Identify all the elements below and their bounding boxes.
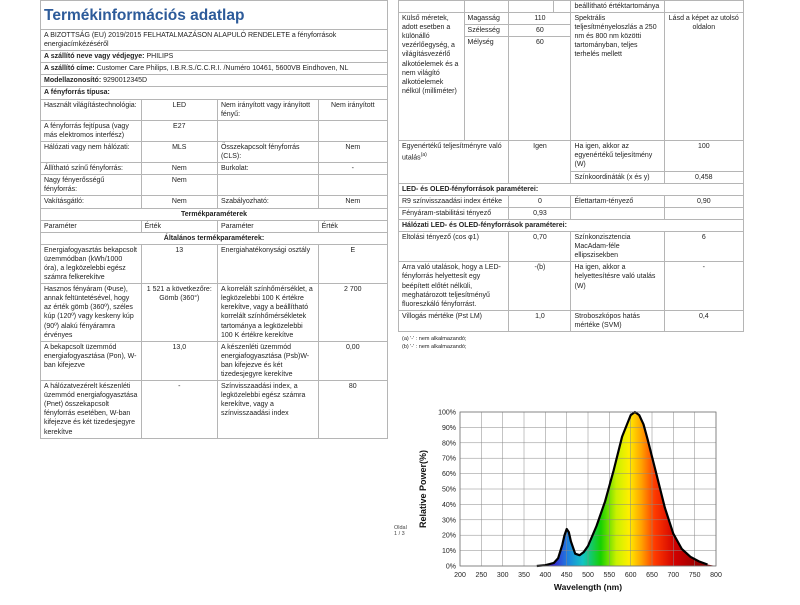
x-tick-label: 300: [496, 572, 509, 579]
table-row: Használt világítástechnológia: LED Nem irányított vagy irányított fényű: Nem irányított: [41, 99, 388, 120]
y-tick-label: 10%: [441, 548, 456, 556]
table-row: Nagy fényerősségű fényforrás: Nem: [41, 175, 388, 196]
y-tick-label: 60%: [441, 471, 456, 479]
page-title: Termékinformációs adatlap: [41, 1, 388, 30]
x-tick-label: 350: [518, 572, 530, 579]
dimensions-label: Külső méretek, adott esetben a különálló vezérlőegység, a világításvezérlő alkotóelemek és a nem világító alkotóelemek nélkül (milliméter): [399, 13, 465, 141]
model-row: Modellazonosító: 9290012345D: [41, 75, 388, 87]
y-tick-label: 100%: [438, 409, 456, 417]
spectral-label: Spektrális teljesítményeloszlás a 250 nm és 800 nm közötti tartományban, teljes terhelés mellett: [571, 13, 664, 141]
x-tick-label: 600: [624, 572, 637, 579]
x-tick-label: 800: [710, 572, 722, 579]
spectrum-chart: [398, 388, 744, 600]
x-tick-label: 400: [539, 572, 552, 579]
y-tick-label: 40%: [441, 501, 456, 509]
table-row: A hálózatvezérelt készenléti üzemmód energiafogyasztása (Pnet) összekapcsolt fényforrás esetében, W-ban kifejezve és két tizedesjegyre kerekítve - Színvisszaadási index, a legközelebbi egész számra kerekítve, vagy a színvisszaadási index 80: [41, 381, 388, 439]
right-table: beállítható értéktartománya Külső méretek, adott esetben a különálló vezérlőegység, a világításvezérlő alkotóelemek és a nem világító alkotóelemek nélkül (milliméter) Magasság 110 Spektrális teljesítményeloszlás a 250 nm és 800 nm közötti tartományban, teljes terhelés mellett Lásd a képet az utolsó oldalon Szélesség 60 Mélység 60 Egyenértékű teljesítményre való utalás$^{(a)}$ Igen Ha igen, akkor az egyenértékű teljesítmény (W) 100 Színkoordináták (x és y) 0,458 LED- és OLED-fényforrások paraméterei: R9 színvisszaadási index értéke 0 Élettartam-tényező 0,90 Fényáram-stabilitási tényező 0,93 Hálózati LED- és OLED-fényforrások paraméterei: Eltolási tényező (cos φ1) 0,70 Színkonzisztencia MacAdam-féle ellipszisekben 6 Arra való utalások, hogy a LED-fényforrás helyettesít egy beépített előtét nélküli, meghatározott teljesítményű fluoreszkáló fényforrást. -(b) Ha igen, akkor a helyettesítésre való utalás (W) - Villogás mértéke (Pst LM) 1,0 Stroboszkópos hatás mértéke (SVM) 0,4: [398, 0, 744, 332]
led-params-header: LED- és OLED-fényforrások paraméterei:: [399, 183, 744, 195]
y-tick-label: 50%: [441, 486, 456, 494]
continuation-text: beállítható értéktartománya: [571, 1, 664, 13]
y-tick-label: 90%: [441, 424, 456, 432]
table-row: Állítható színű fényforrás: Nem Burkolat: -: [41, 163, 388, 175]
table-row: A fényforrás fejtípusa (vagy más elektromos interfész) E27: [41, 120, 388, 141]
table-row: A bekapcsolt üzemmód energiafogyasztása (Pon), W-ban kifejezve 13,0 A készenléti üzemmód energiafogyasztása (Psb)W-ban kifejezve és két tizedesjegyre kerekítve 0,00: [41, 341, 388, 380]
intro-text: A BIZOTTSÁG (EU) 2019/2015 FELHATALMAZÁSON ALAPULÓ RENDELETE a fényforrások energiacímkézéséről: [41, 30, 388, 51]
y-tick-label: 80%: [441, 440, 456, 448]
supplier-row: A szállító neve vagy védjegye: PHILIPS: [41, 51, 388, 63]
y-tick-label: 70%: [441, 455, 456, 463]
equivalent-label: Egyenértékű teljesítményre való utalás$^{(a)}$: [399, 141, 509, 183]
y-tick-label: 30%: [441, 517, 456, 525]
table-row: Hálózati vagy nem hálózati: MLS Összekapcsolt fényforrás (CLS): Nem: [41, 141, 388, 162]
page-number: Oldal 1 / 3: [394, 525, 407, 537]
right-page: [398, 0, 744, 385]
table-row: Hasznos fényáram (Φuse), annak feltüntetésével, hogy az érték gömb (360º), széles kúp (120º) vagy keskeny kúp (90º) alakú fényáramra érvényes 1 521 a következőre: Gömb (360°) A korrelált színhőmérséklet, a legközelebbi 100 K értékre kerekítve, vagy a beállítható korrelált színhőmérsékletek tartománya a legközelebbi 100 K értékre kerekítve 2 700: [41, 284, 388, 342]
general-params-header: Általános termékparaméterek:: [41, 232, 388, 244]
x-tick-label: 700: [667, 572, 680, 579]
spectrum-chart-svg: [398, 388, 744, 600]
spectral-value: Lásd a képet az utolsó oldalon: [664, 13, 743, 141]
x-tick-label: 450: [560, 572, 573, 579]
left-table: [40, 0, 388, 439]
x-axis-label: Wavelength (nm): [553, 582, 623, 592]
x-tick-label: 550: [603, 572, 616, 579]
y-tick-label: 0%: [445, 563, 456, 571]
y-axis-label: Relative Power(%): [418, 449, 428, 529]
mains-params-header: Hálózati LED- és OLED-fényforrások paraméterei:: [399, 219, 744, 231]
x-tick-label: 250: [475, 572, 488, 579]
x-tick-label: 500: [582, 572, 594, 579]
x-tick-label: 200: [454, 572, 466, 579]
address-row: A szállító címe: Customer Care Philips, I.B.R.S./C.C.R.I. /Numéro 10461, 5600VB Eindhoven, NL: [41, 63, 388, 75]
type-header: A fényforrás típusa:: [41, 87, 388, 99]
x-tick-label: 650: [646, 572, 658, 579]
left-page: [40, 0, 407, 538]
y-tick-label: 20%: [441, 532, 456, 540]
column-headers: Paraméter Érték Paraméter Érték: [41, 220, 388, 232]
product-params-header: Termékparaméterek: [41, 208, 388, 220]
table-row: Vakításgátló: Nem Szabályozható: Nem: [41, 196, 388, 208]
footnote-a: (a) '-' : nem alkalmazandó;: [402, 335, 467, 342]
footnote-b: (b) '-' : nem alkalmazandó;: [402, 343, 467, 350]
x-tick-label: 750: [688, 572, 701, 579]
table-row: Energiafogyasztás bekapcsolt üzemmódban (kWh/1000 óra), a legközelebbi egész számra felkerekítve 13 Energiahatékonysági osztály E: [41, 244, 388, 283]
